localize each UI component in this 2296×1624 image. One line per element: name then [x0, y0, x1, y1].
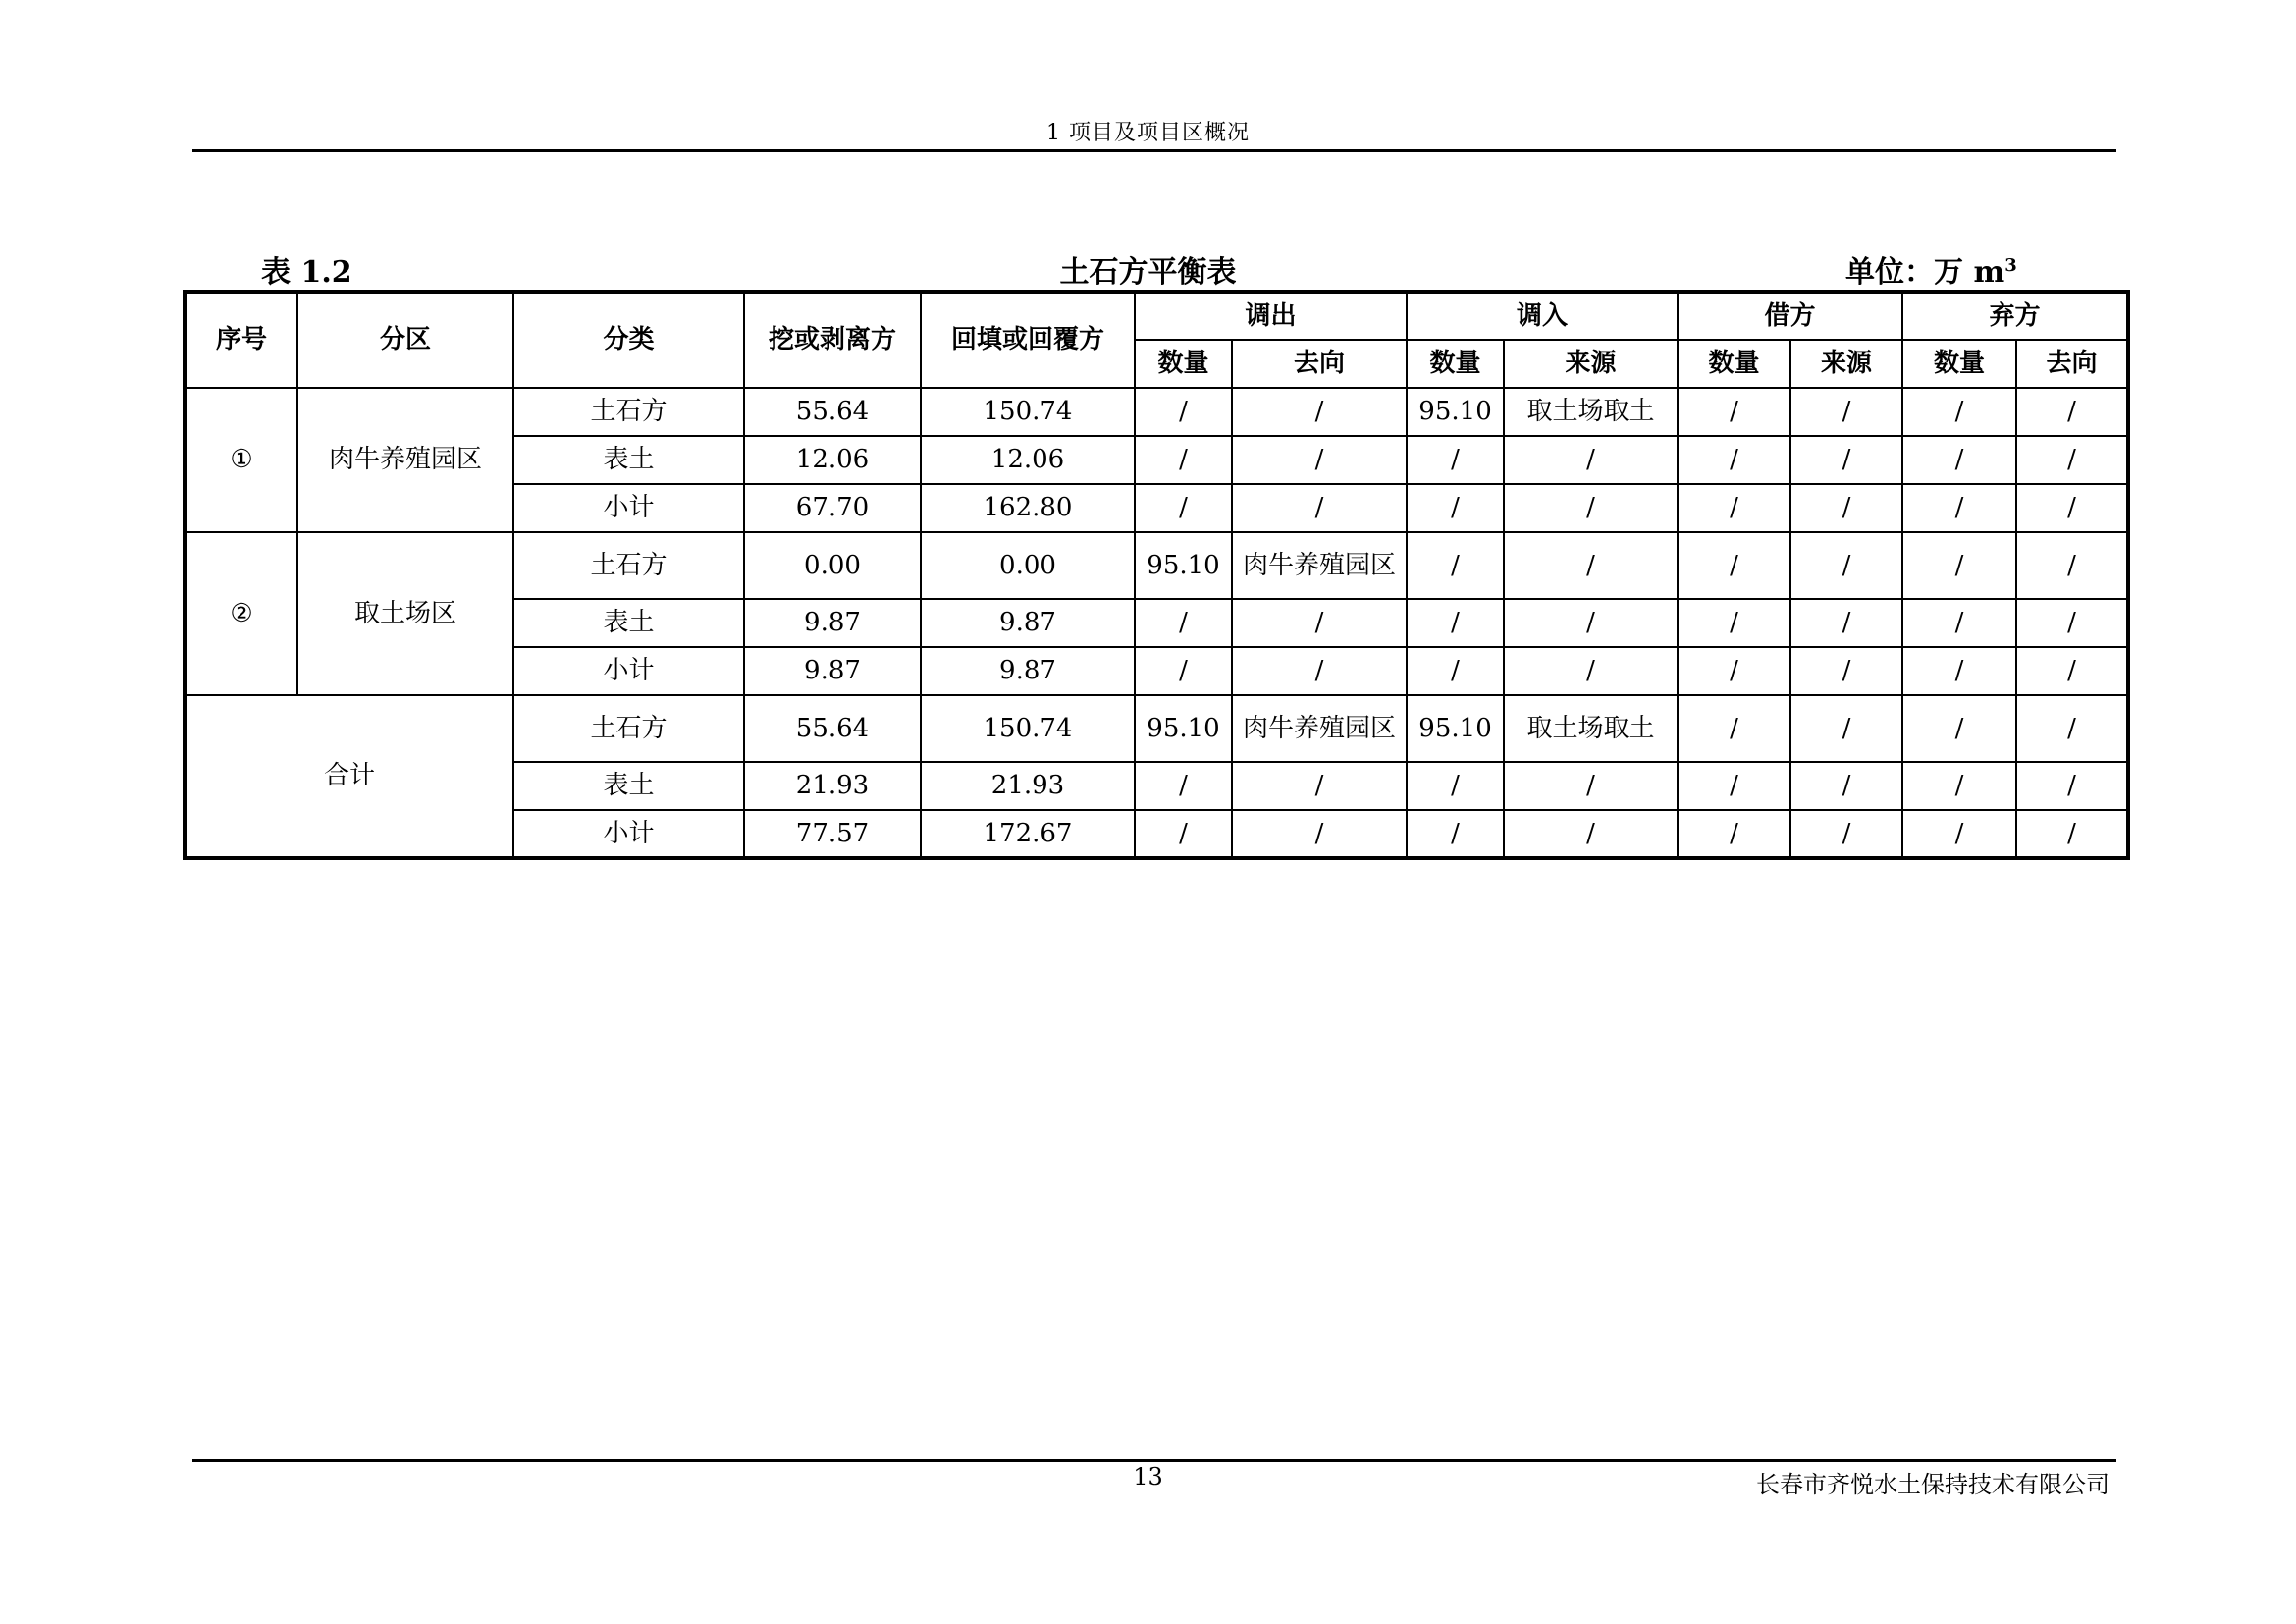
cell-fill: 9.87: [921, 647, 1135, 695]
cell-borrow-source: /: [1790, 436, 1902, 484]
header-transfer-out: 调出: [1135, 292, 1407, 340]
cell-in-quantity: /: [1407, 436, 1504, 484]
cell-waste-destination: /: [2016, 532, 2128, 599]
header-zone: 分区: [297, 292, 513, 388]
cell-category: 土石方: [513, 695, 744, 762]
header-borrow-quantity: 数量: [1678, 340, 1790, 388]
cell-in-quantity: /: [1407, 532, 1504, 599]
unit-text: 单位：万 m: [1845, 255, 2005, 290]
page-number: 13: [1133, 1463, 1163, 1490]
cell-in-quantity: /: [1407, 484, 1504, 532]
cell-waste-quantity: /: [1902, 388, 2016, 436]
cell-out-destination: 肉牛养殖园区: [1232, 532, 1407, 599]
cell-in-quantity: /: [1407, 762, 1504, 810]
cell-category: 小计: [513, 810, 744, 858]
cell-waste-quantity: /: [1902, 484, 2016, 532]
cell-borrow-source: /: [1790, 810, 1902, 858]
cell-excavation: 21.93: [744, 762, 921, 810]
header-fill: 回填或回覆方: [921, 292, 1135, 388]
header-waste: 弃方: [1902, 292, 2128, 340]
cell-waste-quantity: /: [1902, 436, 2016, 484]
cell-zone: 肉牛养殖园区: [297, 388, 513, 532]
cell-in-quantity: /: [1407, 599, 1504, 647]
cell-in-source: /: [1504, 647, 1678, 695]
cell-borrow-source: /: [1790, 599, 1902, 647]
header-borrow: 借方: [1678, 292, 1902, 340]
cell-in-source: /: [1504, 532, 1678, 599]
cell-out-quantity: 95.10: [1135, 532, 1232, 599]
company-name: 长春市齐悦水土保持技术有限公司: [1756, 1471, 2109, 1498]
header-in-quantity: 数量: [1407, 340, 1504, 388]
header-waste-destination: 去向: [2016, 340, 2128, 388]
cell-waste-quantity: /: [1902, 532, 2016, 599]
cell-waste-destination: /: [2016, 484, 2128, 532]
header-seq: 序号: [185, 292, 297, 388]
header-transfer-in: 调入: [1407, 292, 1678, 340]
cell-waste-destination: /: [2016, 695, 2128, 762]
cell-in-source: /: [1504, 436, 1678, 484]
cell-borrow-source: /: [1790, 388, 1902, 436]
cell-category: 小计: [513, 647, 744, 695]
cell-category: 小计: [513, 484, 744, 532]
cell-in-quantity: /: [1407, 647, 1504, 695]
cell-excavation: 9.87: [744, 599, 921, 647]
cell-waste-quantity: /: [1902, 810, 2016, 858]
running-header: 1 项目及项目区概况: [1046, 121, 1250, 145]
table-number: 表 1.2: [261, 255, 352, 290]
cell-borrow-source: /: [1790, 762, 1902, 810]
header-out-quantity: 数量: [1135, 340, 1232, 388]
cell-fill: 162.80: [921, 484, 1135, 532]
cell-in-source: 取土场取土: [1504, 695, 1678, 762]
cell-out-quantity: 95.10: [1135, 695, 1232, 762]
unit-label: [1845, 247, 2017, 291]
header-out-destination: 去向: [1232, 340, 1407, 388]
cell-waste-destination: /: [2016, 388, 2128, 436]
cell-out-destination: 肉牛养殖园区: [1232, 695, 1407, 762]
cell-waste-destination: /: [2016, 810, 2128, 858]
cell-borrow-source: /: [1790, 695, 1902, 762]
cell-in-quantity: 95.10: [1407, 388, 1504, 436]
cell-fill: 0.00: [921, 532, 1135, 599]
cell-out-destination: /: [1232, 810, 1407, 858]
header-category: 分类: [513, 292, 744, 388]
cell-fill: 150.74: [921, 695, 1135, 762]
cell-excavation: 9.87: [744, 647, 921, 695]
cell-borrow-quantity: /: [1678, 810, 1790, 858]
earthwork-balance-table: [183, 290, 2130, 860]
cell-borrow-quantity: /: [1678, 388, 1790, 436]
cell-waste-quantity: /: [1902, 647, 2016, 695]
cell-in-source: /: [1504, 599, 1678, 647]
cell-borrow-source: /: [1790, 647, 1902, 695]
cell-borrow-quantity: /: [1678, 695, 1790, 762]
cell-waste-destination: /: [2016, 436, 2128, 484]
cell-waste-destination: /: [2016, 762, 2128, 810]
cell-excavation: 55.64: [744, 388, 921, 436]
cell-borrow-quantity: /: [1678, 647, 1790, 695]
header-borrow-source: 来源: [1790, 340, 1902, 388]
cell-waste-quantity: /: [1902, 695, 2016, 762]
table-row: [185, 695, 2128, 762]
unit-superscript: 3: [2004, 255, 2017, 276]
cell-category: 土石方: [513, 388, 744, 436]
cell-fill: 9.87: [921, 599, 1135, 647]
header-row-1: [185, 292, 2128, 340]
cell-out-quantity: /: [1135, 762, 1232, 810]
cell-out-quantity: /: [1135, 647, 1232, 695]
cell-zone: 取土场区: [297, 532, 513, 695]
cell-total-label: 合计: [185, 695, 513, 858]
cell-out-destination: /: [1232, 388, 1407, 436]
cell-waste-destination: /: [2016, 647, 2128, 695]
cell-seq: ①: [185, 388, 297, 532]
cell-borrow-quantity: /: [1678, 762, 1790, 810]
cell-out-destination: /: [1232, 762, 1407, 810]
cell-out-destination: /: [1232, 484, 1407, 532]
header-excavation: 挖或剥离方: [744, 292, 921, 388]
cell-out-quantity: /: [1135, 599, 1232, 647]
cell-borrow-source: /: [1790, 484, 1902, 532]
cell-category: 表土: [513, 436, 744, 484]
cell-category: 表土: [513, 762, 744, 810]
table-row: [185, 532, 2128, 599]
cell-waste-quantity: /: [1902, 599, 2016, 647]
footer-rule: [192, 1459, 2116, 1462]
cell-in-quantity: 95.10: [1407, 695, 1504, 762]
header-rule: [192, 149, 2116, 152]
cell-excavation: 77.57: [744, 810, 921, 858]
table-row: [185, 388, 2128, 436]
cell-out-destination: /: [1232, 599, 1407, 647]
cell-borrow-source: /: [1790, 532, 1902, 599]
cell-in-source: /: [1504, 810, 1678, 858]
cell-waste-quantity: /: [1902, 762, 2016, 810]
cell-in-quantity: /: [1407, 810, 1504, 858]
cell-out-quantity: /: [1135, 484, 1232, 532]
cell-borrow-quantity: /: [1678, 436, 1790, 484]
cell-excavation: 12.06: [744, 436, 921, 484]
cell-in-source: /: [1504, 762, 1678, 810]
cell-category: 土石方: [513, 532, 744, 599]
cell-fill: 172.67: [921, 810, 1135, 858]
cell-fill: 150.74: [921, 388, 1135, 436]
cell-out-quantity: /: [1135, 810, 1232, 858]
cell-fill: 21.93: [921, 762, 1135, 810]
cell-borrow-quantity: /: [1678, 599, 1790, 647]
cell-seq: ②: [185, 532, 297, 695]
cell-borrow-quantity: /: [1678, 532, 1790, 599]
cell-borrow-quantity: /: [1678, 484, 1790, 532]
header-in-source: 来源: [1504, 340, 1678, 388]
cell-excavation: 55.64: [744, 695, 921, 762]
cell-fill: 12.06: [921, 436, 1135, 484]
cell-out-quantity: /: [1135, 388, 1232, 436]
cell-out-destination: /: [1232, 647, 1407, 695]
cell-excavation: 0.00: [744, 532, 921, 599]
header-waste-quantity: 数量: [1902, 340, 2016, 388]
cell-waste-destination: /: [2016, 599, 2128, 647]
cell-in-source: 取土场取土: [1504, 388, 1678, 436]
cell-out-quantity: /: [1135, 436, 1232, 484]
cell-excavation: 67.70: [744, 484, 921, 532]
cell-out-destination: /: [1232, 436, 1407, 484]
cell-category: 表土: [513, 599, 744, 647]
table-title: 土石方平衡表: [1059, 255, 1237, 290]
cell-in-source: /: [1504, 484, 1678, 532]
